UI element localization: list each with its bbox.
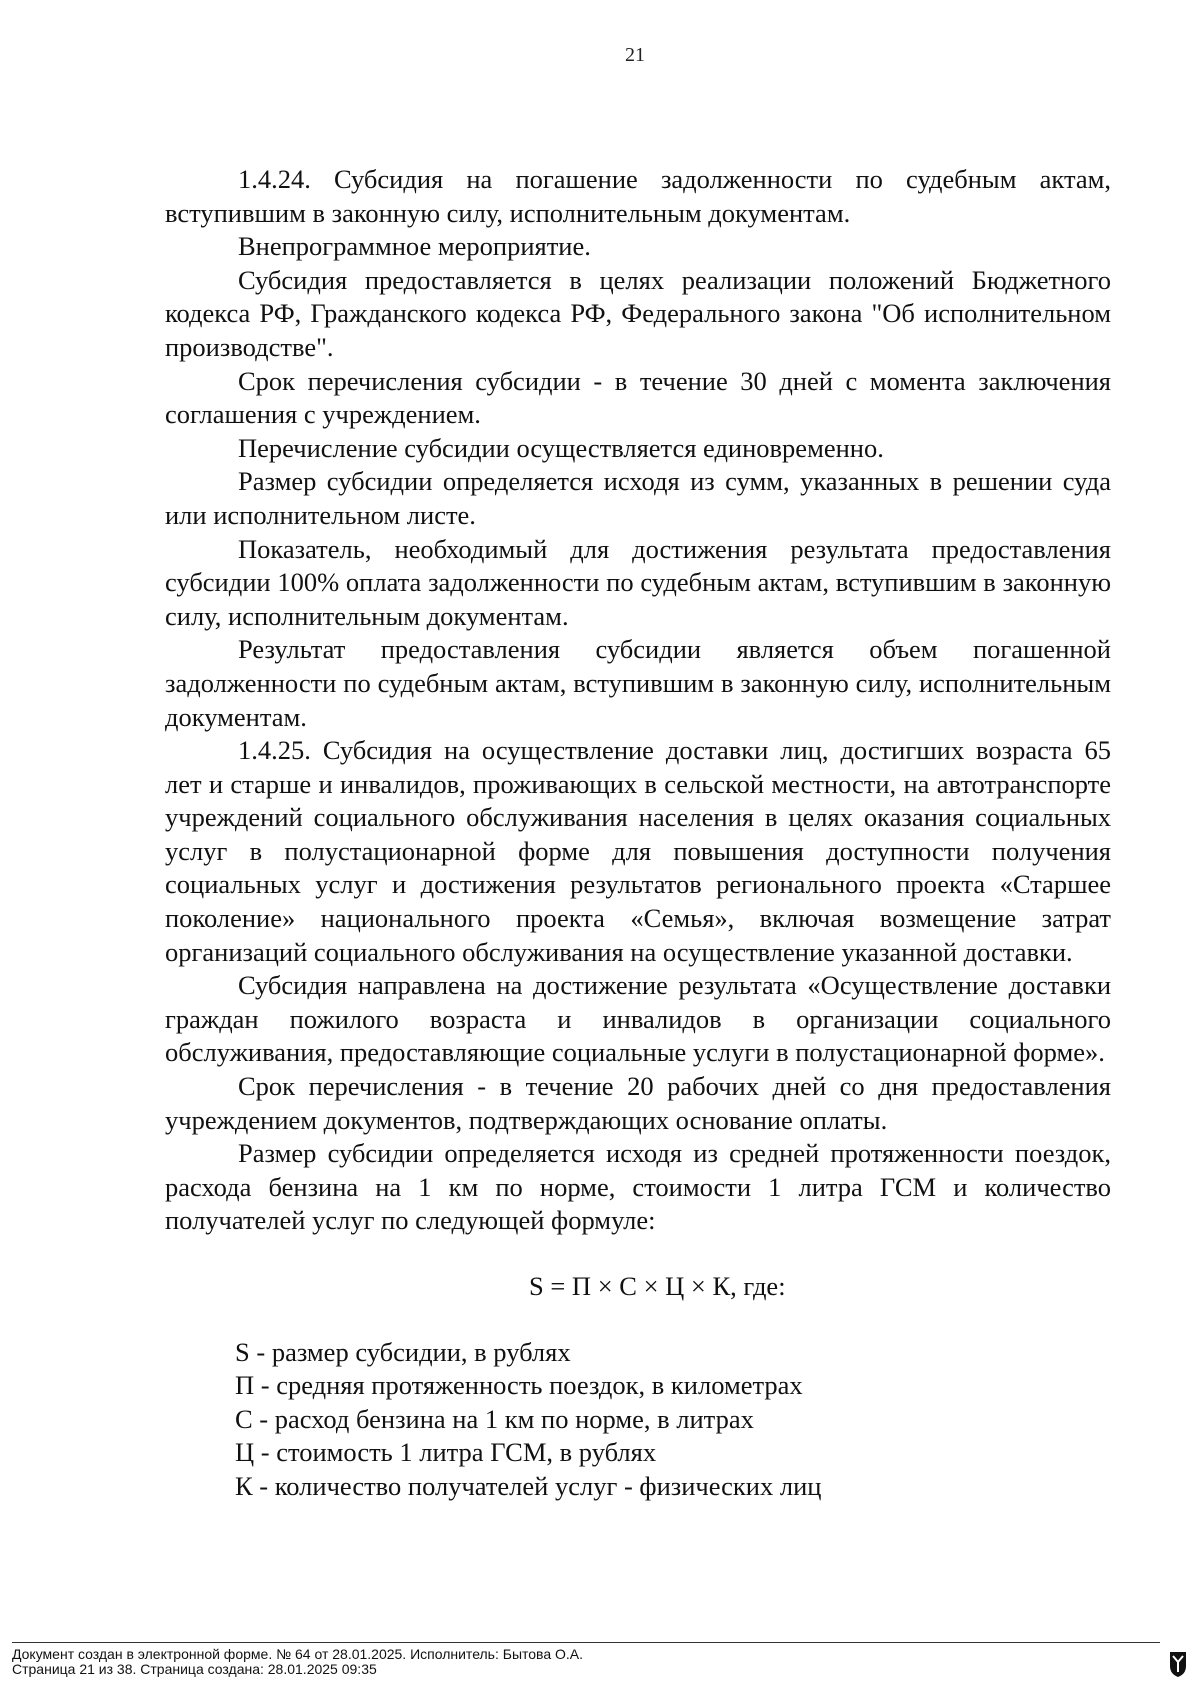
- legend-item: S - размер субсидии, в рублях: [235, 1336, 571, 1367]
- coat-of-arms-icon: [1168, 1650, 1188, 1678]
- paragraph: Размер субсидии определяется исходя из средней протяженности поездок, расхода бензина на 1 км по норме, стоимости 1 литра ГСМ и количество получателей услуг по следующей формуле:: [165, 1138, 1111, 1236]
- legend-item: П - средняя протяженность поездок, в километрах: [235, 1370, 803, 1401]
- legend-item: Ц - стоимость 1 литра ГСМ, в рублях: [235, 1437, 657, 1468]
- paragraph: 1.4.25. Субсидия на осуществление доставки лиц, достигших возраста 65 лет и старше и инвалидов, проживающих в сельской местности, на автотранспорте учреждений социального обслуживания населения в целях оказания социальных услуг в полустационарной форме для повышения доступности получения социальных услуг и достижения результатов регионального проекта «Старшее поколение» национального проекта «Семья», включая возмещение затрат организаций социального обслуживания на осуществление указанной доставки.: [165, 735, 1111, 967]
- footer-divider: [12, 1642, 1160, 1643]
- paragraph: Размер субсидии определяется исходя из сумм, указанных в решении суда или исполнительном листе.: [165, 466, 1111, 530]
- paragraph: Срок перечисления субсидии - в течение 30 дней с момента заключения соглашения с учреждением.: [165, 365, 1111, 430]
- formula-legend: [165, 1336, 1111, 1504]
- paragraph: Перечисление субсидии осуществляется единовременно.: [238, 432, 884, 463]
- paragraph: Результат предоставления субсидии является объем погашенной задолженности по судебным актам, вступившим в законную силу, исполнительным документам.: [165, 634, 1111, 732]
- footer-line-page: Страница 21 из 38. Страница создана: 28.01.2025 09:35: [12, 1661, 377, 1677]
- paragraph: Показатель, необходимый для достижения результата предоставления субсидии 100% оплата задолженности по судебным актам, вступившим в законную силу, исполнительным документам.: [165, 533, 1111, 631]
- legend-item: С - расход бензина на 1 км по норме, в литрах: [235, 1403, 754, 1434]
- document-footer: [12, 1647, 583, 1677]
- page-number: 21: [625, 44, 645, 66]
- paragraph: Субсидия предоставляется в целях реализации положений Бюджетного кодекса РФ, Гражданского кодекса РФ, Федерального закона "Об исполнительном производстве".: [165, 264, 1111, 362]
- paragraph: 1.4.24. Субсидия на погашение задолженности по судебным актам, вступившим в законную силу, исполнительным документам.: [165, 164, 1111, 228]
- document-body: [165, 163, 1111, 1504]
- footer-line-document: Документ создан в электронной форме. № 64 от 28.01.2025. Исполнитель: Бытова О.А.: [12, 1646, 584, 1662]
- paragraph: Срок перечисления - в течение 20 рабочих дней со дня предоставления учреждением документов, подтверждающих основание оплаты.: [165, 1071, 1111, 1135]
- paragraph: Субсидия направлена на достижение результата «Осуществление доставки граждан пожилого возраста и инвалидов в организации социального обслуживания, предоставляющие социальные услуги в полустационарной форме».: [165, 970, 1111, 1068]
- paragraph: Внепрограммное мероприятие.: [238, 231, 591, 262]
- legend-item: К - количество получателей услуг - физических лиц: [235, 1470, 822, 1501]
- formula: S = П × С × Ц × К, где:: [529, 1271, 786, 1301]
